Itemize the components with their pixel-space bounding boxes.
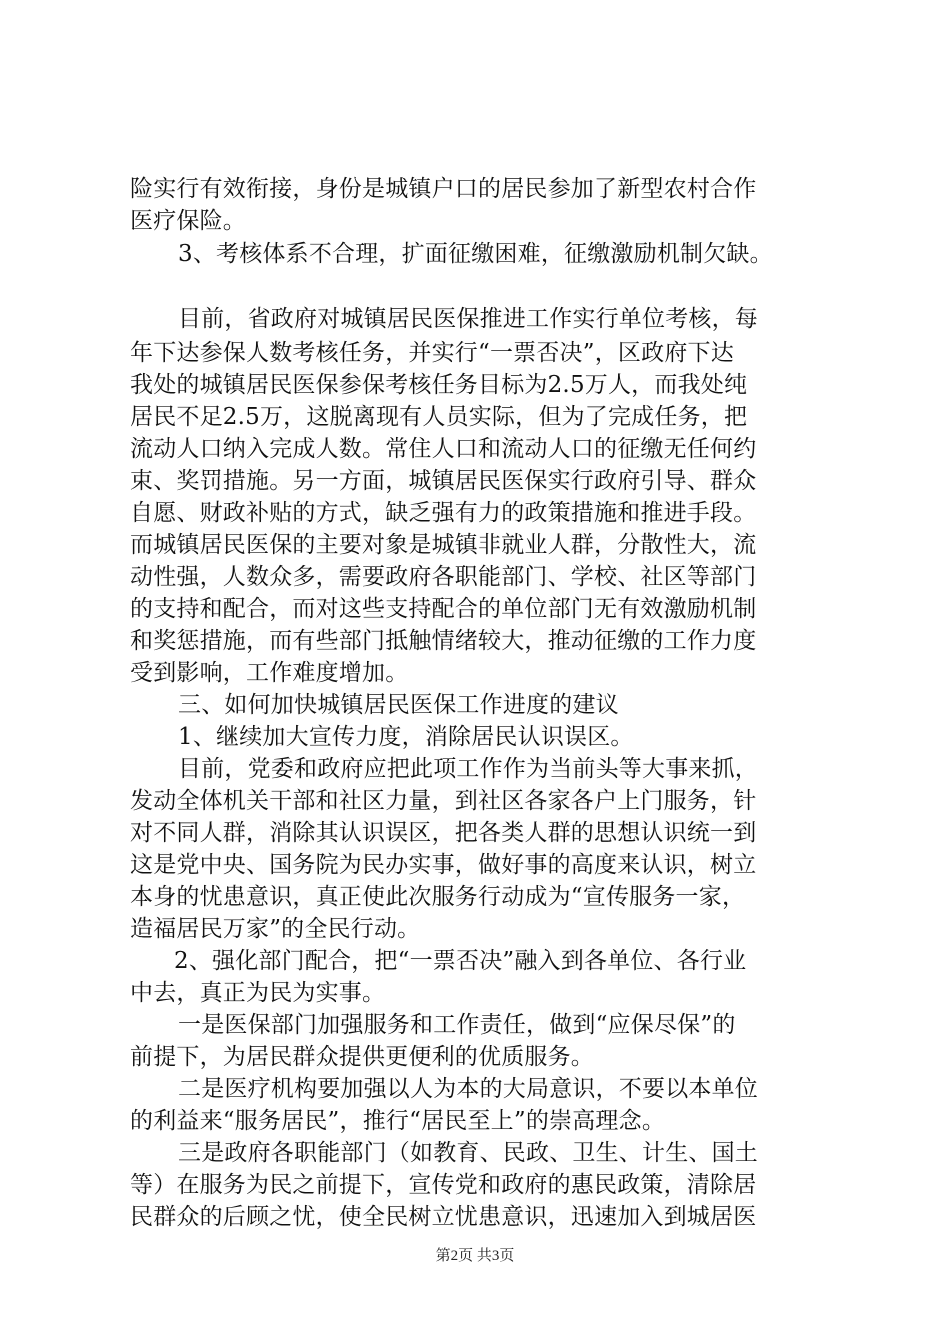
text-line: 目前，省政府对城镇居民医保推进工作实行单位考核，每 <box>178 306 758 332</box>
text-line: 3、考核体系不合理，扩面征缴困难，征缴激励机制欠缺。 <box>178 241 773 267</box>
text-line: 的支持和配合，而对这些支持配合的单位部门无有效激励机制 <box>130 596 757 622</box>
text-line: 险实行有效衔接，身份是城镇户口的居民参加了新型农村合作 <box>130 176 757 202</box>
text-line: 和奖惩措施，而有些部门抵触情绪较大，推动征缴的工作力度 <box>130 628 757 654</box>
subsection-heading: 2、强化部门配合，把“一票否决”融入到各单位、各行业 <box>174 948 747 974</box>
section-heading: 三、如何加快城镇居民医保工作进度的建议 <box>178 692 619 718</box>
text-line: 发动全体机关干部和社区力量，到社区各家各户上门服务，针 <box>130 788 757 814</box>
subsection-heading: 1、继续加大宣传力度，消除居民认识误区。 <box>178 724 634 750</box>
text-line: 对不同人群，消除其认识误区，把各类人群的思想认识统一到 <box>130 820 757 846</box>
text-line: 一是医保部门加强服务和工作责任，做到“应保尽保”的 <box>178 1012 736 1038</box>
text-line: 医疗保险。 <box>130 208 246 234</box>
text-line: 二是医疗机构要加强以人为本的大局意识，不要以本单位 <box>178 1076 758 1102</box>
text-line: 等）在服务为民之前提下，宣传党和政府的惠民政策，清除居 <box>130 1172 757 1198</box>
text-line: 三是政府各职能部门（如教育、民政、卫生、计生、国土 <box>178 1140 758 1166</box>
text-line: 流动人口纳入完成人数。常住人口和流动人口的征缴无任何约 <box>130 436 757 462</box>
text-line: 这是党中央、国务院为民办实事，做好事的高度来认识，树立 <box>130 852 757 878</box>
text-line: 自愿、财政补贴的方式，缺乏强有力的政策措施和推进手段。 <box>130 500 757 526</box>
page-number-footer: 第2页 共3页 <box>435 1248 515 1264</box>
text-line: 动性强，人数众多，需要政府各职能部门、学校、社区等部门 <box>130 564 757 590</box>
text-line: 而城镇居民医保的主要对象是城镇非就业人群，分散性大，流 <box>130 532 757 558</box>
text-line: 的利益来“服务居民”，推行“居民至上”的崇高理念。 <box>130 1108 666 1134</box>
text-line: 我处的城镇居民医保参保考核任务目标为2.5万人，而我处纯 <box>130 372 748 398</box>
text-line: 造福居民万家”的全民行动。 <box>130 916 421 942</box>
text-line: 居民不足2.5万，这脱离现有人员实际，但为了完成任务，把 <box>130 404 748 430</box>
text-line: 中去，真正为民为实事。 <box>130 980 386 1006</box>
text-line: 年下达参保人数考核任务，并实行“一票否决”，区政府下达 <box>130 340 734 366</box>
text-line: 束、奖罚措施。另一方面，城镇居民医保实行政府引导、群众 <box>130 468 757 494</box>
text-line: 目前，党委和政府应把此项工作作为当前头等大事来抓， <box>178 756 758 782</box>
text-line: 受到影响，工作难度增加。 <box>130 660 409 686</box>
text-line: 本身的忧患意识，真正使此次服务行动成为“宣传服务一家， <box>130 884 746 910</box>
text-line: 前提下，为居民群众提供更便利的优质服务。 <box>130 1044 594 1070</box>
text-line: 民群众的后顾之忧，使全民树立忧患意识，迅速加入到城居医 <box>130 1204 757 1230</box>
